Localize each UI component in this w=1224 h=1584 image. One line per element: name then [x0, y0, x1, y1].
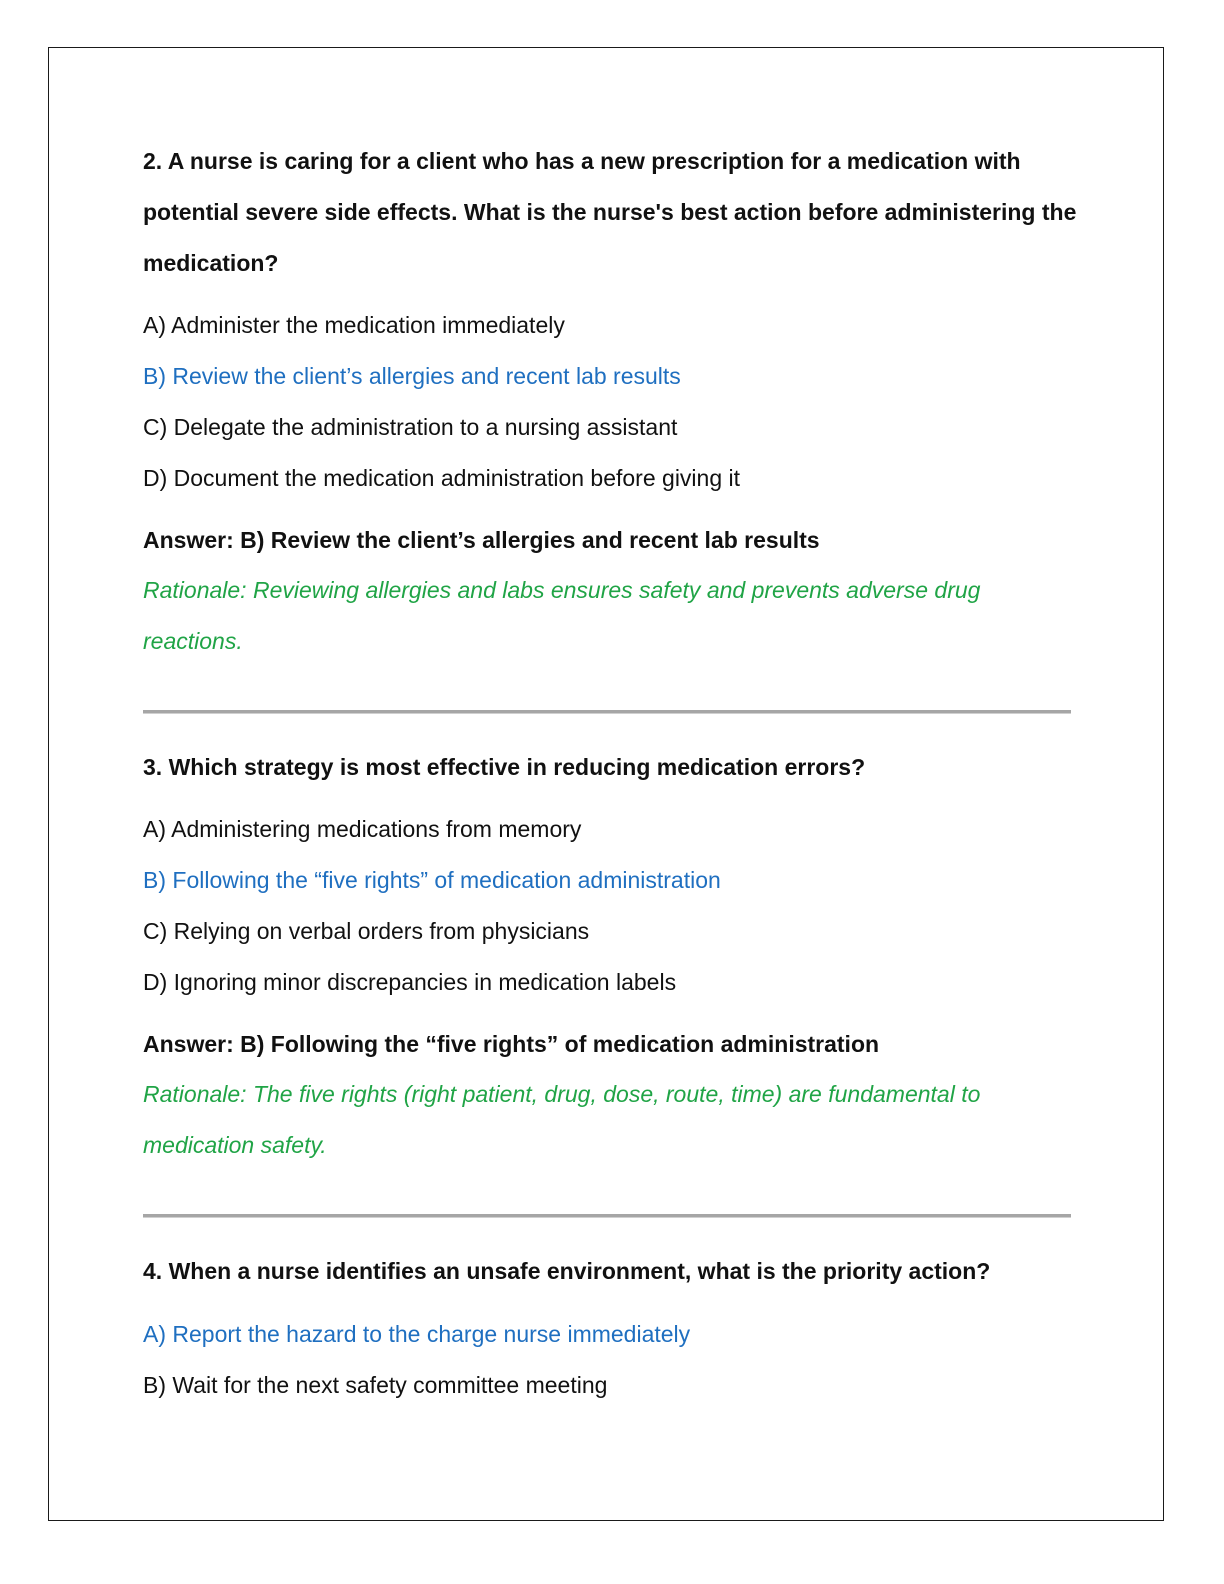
section-divider — [143, 710, 1071, 714]
question-4-option-a: A) Report the hazard to the charge nurse immediately — [143, 1321, 691, 1347]
question-2-answer: Answer: B) Review the client’s allergies and recent lab results — [143, 527, 820, 553]
question-3-rationale: Rationale: The five rights (right patient, drug, dose, route, time) are fundamental to medication safety. — [143, 1081, 981, 1158]
question-2-rationale: Rationale: Reviewing allergies and labs ensures safety and prevents adverse drug reactions. — [143, 577, 981, 654]
question-3-option-d: D) Ignoring minor discrepancies in medication labels — [143, 969, 677, 995]
question-3-option-a: A) Administering medications from memory — [143, 816, 582, 842]
question-2-option-c: C) Delegate the administration to a nursing assistant — [143, 414, 678, 440]
section-divider — [143, 1214, 1071, 1218]
question-3-text: 3. Which strategy is most effective in reducing medication errors? — [143, 754, 866, 780]
question-2-option-b: B) Review the client’s allergies and recent lab results — [143, 363, 681, 389]
question-2-text: 2. A nurse is caring for a client who has a new prescription for a medication with potential severe side effects. What is the nurse's best action before administering the medication? — [143, 148, 1077, 276]
question-4-option-b: B) Wait for the next safety committee meeting — [143, 1372, 608, 1398]
question-2-option-a: A) Administer the medication immediately — [143, 312, 565, 338]
question-3-answer: Answer: B) Following the “five rights” of medication administration — [143, 1031, 880, 1057]
question-4-text: 4. When a nurse identifies an unsafe environment, what is the priority action? — [143, 1258, 991, 1284]
question-3-option-c: C) Relying on verbal orders from physicians — [143, 918, 590, 944]
question-2-option-d: D) Document the medication administration before giving it — [143, 465, 741, 491]
question-3-option-b: B) Following the “five rights” of medication administration — [143, 867, 721, 893]
